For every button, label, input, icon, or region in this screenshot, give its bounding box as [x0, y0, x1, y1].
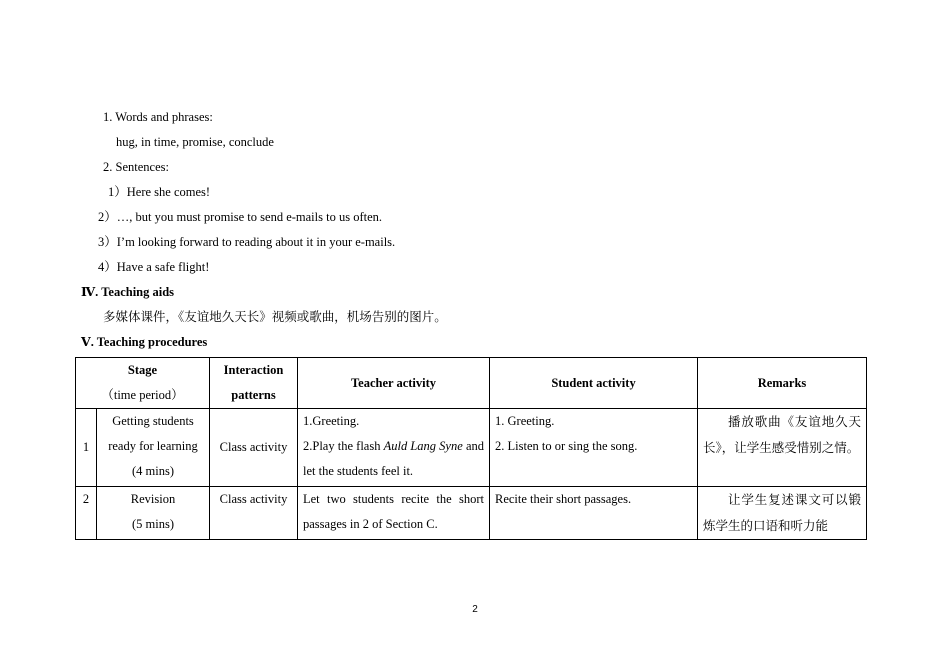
- stage-line: ready for learning: [108, 439, 198, 453]
- text-run: and let the students feel it.: [303, 439, 484, 478]
- words-heading: 1. Words and phrases:: [103, 110, 213, 124]
- row-number: 1: [76, 409, 97, 487]
- sentence-1: 1）Here she comes!: [108, 185, 211, 199]
- words-list: hug, in time, promise, conclude: [116, 135, 274, 149]
- interaction-cell: Class activity: [210, 409, 298, 487]
- teaching-aids-text: 多媒体课件，《友谊地久天长》视频或歌曲，机场告别的图片。: [103, 310, 447, 324]
- header-remarks: Remarks: [698, 358, 867, 409]
- student-activity-cell: Recite their short passages.: [490, 487, 698, 540]
- header-teacher: Teacher activity: [298, 358, 490, 409]
- teacher-activity-cell: [298, 409, 490, 487]
- teaching-aids-heading: Ⅳ. Teaching aids: [81, 285, 175, 299]
- sentence-2: 2）…, but you must promise to send e-mails to us often.: [98, 210, 383, 224]
- stage-cell: [97, 487, 210, 540]
- table-row: [76, 409, 867, 487]
- teacher-activity-line: 1.Greeting.: [303, 414, 360, 428]
- remarks-cell: 播放歌曲《友谊地久天长》，让学生感受惜别之情。: [698, 409, 867, 487]
- table-row: [76, 487, 867, 540]
- page-number: 2: [472, 604, 478, 615]
- text-run: 2.Play the flash: [303, 439, 384, 453]
- sentences-heading: 2. Sentences:: [103, 160, 169, 174]
- header-interaction: [210, 358, 298, 409]
- header-interaction-line2: patterns: [231, 388, 276, 402]
- teaching-procedures-heading: Ⅴ. Teaching procedures: [81, 335, 208, 349]
- header-stage-label: Stage: [127, 363, 158, 377]
- header-student: Student activity: [490, 358, 698, 409]
- stage-line: Getting students: [112, 414, 194, 428]
- sentence-4: 4）Have a safe flight!: [98, 260, 210, 274]
- sentence-3: 3）I’m looking forward to reading about it in your e-mails.: [98, 235, 396, 249]
- teacher-activity-cell: Let two students recite the short passages in 2 of Section C.: [298, 487, 490, 540]
- procedures-table: [75, 357, 867, 540]
- stage-line: (4 mins): [131, 464, 174, 478]
- remarks-cell: 让学生复述课文可以锻炼学生的口语和听力能: [698, 487, 867, 540]
- student-activity-cell: [490, 409, 698, 487]
- header-interaction-line1: Interaction: [223, 363, 284, 377]
- student-activity-line: 2. Listen to or sing the song.: [495, 439, 638, 453]
- header-stage-sub: （time period）: [101, 388, 184, 402]
- stage-line: (5 mins): [131, 517, 174, 531]
- teacher-activity-line: [303, 434, 484, 484]
- student-activity-line: 1. Greeting.: [495, 414, 555, 428]
- row-number: 2: [76, 487, 97, 540]
- song-title: Auld Lang Syne: [383, 439, 463, 453]
- stage-cell: [97, 409, 210, 487]
- table-header-row: [76, 358, 867, 409]
- interaction-cell: Class activity: [210, 487, 298, 540]
- stage-line: Revision: [130, 492, 176, 506]
- header-stage: [76, 358, 210, 409]
